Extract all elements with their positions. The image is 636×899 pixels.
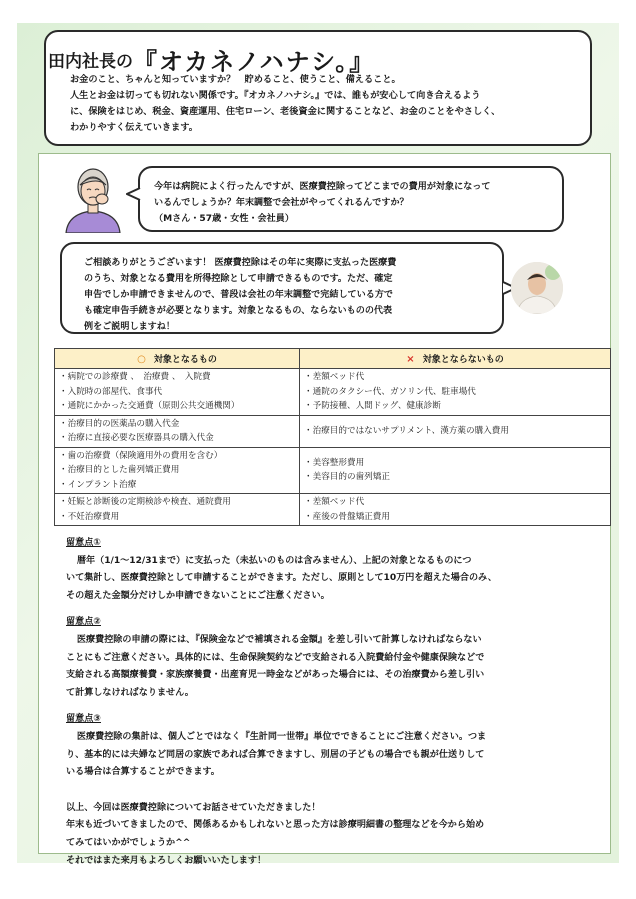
intro-line: お金のこと、ちゃんと知っていますか？ 貯めること、使うこと、備えること。 xyxy=(70,74,401,85)
answer-line: 申告でしか申請できませんので、普段は会社の年末調整で完結している方で xyxy=(84,290,394,300)
answer-line: のうち、対象となる費用を所得控除として申請できるものです。ただ、確定 xyxy=(84,274,393,284)
table-item: ・治療目的の医薬品の購入代金 xyxy=(59,418,180,429)
answer-line: 例をご説明しますね！ xyxy=(84,322,175,332)
question-bubble-tail xyxy=(126,186,142,202)
ineligible-header-label: 対象とならないもの xyxy=(422,355,504,365)
table-item: ・差額ベッド代 xyxy=(304,497,365,507)
intro-line: に、保険をはじめ、税金、資産運用、住宅ローン、老後資金に関することなど、お金のことをやさしく、 xyxy=(70,106,501,117)
closing-line: 以上、今回は医療費控除についてお話させていただきました！ xyxy=(66,802,321,813)
ineligible-cell xyxy=(300,415,611,447)
table-item: ・治療目的ではないサプリメント、漢方薬の購入費用 xyxy=(304,425,509,436)
intro-text xyxy=(70,72,575,136)
notes-section xyxy=(66,535,566,870)
intro-line: わかりやすく伝えていきます。 xyxy=(70,122,198,133)
title-prefix: 田内社長の xyxy=(48,52,133,72)
note-line: 医療費控除の集計は、個人ごとではなく『生計同一世帯』単位でできることにご注意ください。つま xyxy=(76,731,487,742)
note-line: 暦年（1/1～12/31まで）に支払った（未払いのものは含みません）、上記の対象となるものにつ xyxy=(76,555,472,566)
table-item: ・歯の治療費（保険適用外の費用を含む） xyxy=(59,450,223,461)
note-line: いて集計し、医療費控除として申請することができます。ただし、原則として10万円を超えた場合のみ、 xyxy=(66,573,497,584)
note-line: り、基本的には夫婦など同居の家族であれば合算できますし、別居の子どもの場合でも親が仕送りして xyxy=(66,749,485,760)
answer-line: も確定申告手続きが必要となります。対象となるもの、ならないものの代表 xyxy=(84,306,393,316)
question-line: いるんでしょうか？年末調整で会社がやってくれるんですか？ xyxy=(154,198,409,208)
table-item: ・通院にかかった交通費（原則公共交通機関） xyxy=(59,401,240,411)
note-line: 支給される高額療養費・家族療養費・出産育児一時金などがあった場合には、その治療費から差し引い xyxy=(66,670,485,681)
intro-line: 人生とお金は切っても切れない関係です。『オカネノハナシ。』では、誰もが安心して向き合えるよう xyxy=(70,90,481,101)
ineligible-cell xyxy=(300,369,611,416)
question-asker: （Mさん・57歳・女性・会社員） xyxy=(154,214,294,224)
table-item: ・治療に直接必要な医療器具の購入代金 xyxy=(59,433,214,443)
closing-line: 年末も近づいてきましたので、関係あるかもしれないと思った方は診療明細書の整理などを今から始め xyxy=(66,820,485,831)
closing-line: それではまた来月もよろしくお願いいたします！ xyxy=(66,855,267,866)
note-line: いる場合は合算することができます。 xyxy=(66,767,220,778)
answer-line: ご相談ありがとうございます！ 医療費控除はその年に実際に支払った医療費 xyxy=(84,258,397,268)
eligible-cell xyxy=(55,415,300,447)
table-item: ・美容目的の歯列矯正 xyxy=(304,472,390,483)
note-line: その超えた金額分だけしか申請できないことにご注意ください。 xyxy=(66,590,330,601)
table-item: ・治療目的とした歯列矯正費用 xyxy=(59,465,180,475)
note-line: ことにもご注意ください。具体的には、生命保険契約などで支給される入院費給付金や健康保険などで xyxy=(66,652,485,663)
table-item: ・入院時の部屋代、食事代 xyxy=(59,386,163,397)
eligible-cell xyxy=(55,369,300,416)
ineligible-cell xyxy=(300,447,611,494)
table-row xyxy=(55,369,611,416)
ineligible-cell xyxy=(300,494,611,526)
eligible-cell xyxy=(55,447,300,494)
note-line: て計算しなければなりません。 xyxy=(66,687,194,698)
eligible-header xyxy=(55,349,300,369)
table-item: ・妊娠と診断後の定期検診や検査、通院費用 xyxy=(59,497,231,507)
title-main: 『オカネノハナシ。』 xyxy=(133,48,376,76)
cross-mark-icon: × xyxy=(406,354,415,365)
question-line: 今年は病院によく行ったんですが、医療費控除ってどこまでの費用が対象になって xyxy=(154,182,491,192)
table-item: ・産後の骨盤矯正費用 xyxy=(304,511,390,522)
table-item: ・病院での診療費 、 治療費 、 入院費 xyxy=(59,372,211,382)
table-header-row xyxy=(55,349,611,369)
advisor-avatar-icon xyxy=(511,262,563,314)
circle-mark-icon: ○ xyxy=(137,354,146,365)
table-row xyxy=(55,447,611,494)
table-item: ・美容整形費用 xyxy=(304,457,365,468)
advisor-photo xyxy=(511,262,563,314)
note-heading: 留意点① xyxy=(66,538,101,548)
comparison-table xyxy=(54,348,611,526)
eligible-cell xyxy=(55,494,300,526)
note-line: 医療費控除の申請の際には、『保険金などで補填される金額』を差し引いて計算しなければならない xyxy=(76,634,482,645)
table-row xyxy=(55,415,611,447)
questioner-avatar-icon xyxy=(58,163,128,233)
table-item: ・予防接種、人間ドッグ、健康診断 xyxy=(304,401,441,411)
note-heading: 留意点③ xyxy=(66,714,101,725)
ineligible-header xyxy=(300,349,611,369)
eligible-header-label: 対象となるもの xyxy=(153,355,217,365)
closing-line: てみてはいかがでしょうか^^ xyxy=(66,837,191,848)
note-heading: 留意点② xyxy=(66,617,101,628)
table-item: ・不妊治療費用 xyxy=(59,511,120,522)
question-bubble xyxy=(138,166,564,232)
table-row xyxy=(55,494,611,526)
table-item: ・インプラント治療 xyxy=(59,479,137,490)
table-item: ・通院のタクシー代、ガソリン代、駐車場代 xyxy=(304,386,476,397)
answer-bubble xyxy=(60,242,504,334)
table-item: ・差額ベッド代 xyxy=(304,372,365,382)
